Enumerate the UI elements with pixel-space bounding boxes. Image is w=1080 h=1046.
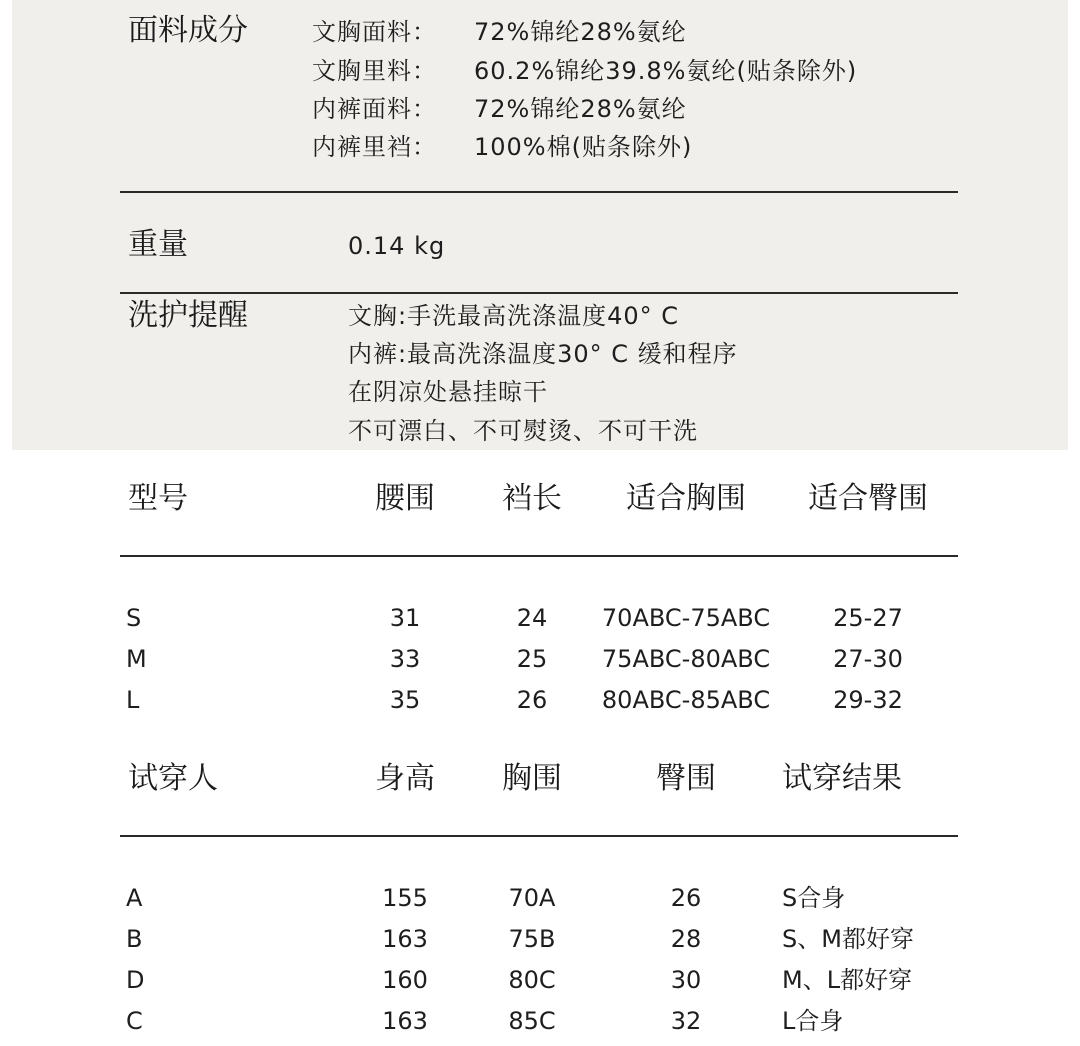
table-cell: M、L都好穿 (782, 966, 913, 994)
table-cell: 24 (516, 604, 548, 632)
care-line: 不可漂白、不可熨烫、不可干洗 (348, 417, 698, 445)
fabric-value: 60.2%锦纶39.8%氨纶(贴条除外) (474, 57, 858, 85)
table-cell: S、M都好穿 (782, 925, 914, 953)
fabric-label: 文胸里料： (312, 57, 437, 85)
table-cell: 80ABC-85ABC (601, 686, 771, 714)
table-cell: 160 (382, 966, 428, 994)
fabric-value: 72%锦纶28%氨纶 (474, 95, 687, 123)
table-cell: S (126, 604, 142, 632)
table-cell: 75ABC-80ABC (601, 645, 771, 673)
size-header-bust: 适合胸围 (626, 481, 746, 516)
tryon-header-hip: 臀围 (656, 761, 716, 796)
fabric-value: 100%棉(贴条除外) (474, 133, 693, 161)
table-cell: 25-27 (833, 604, 903, 632)
size-header-waist: 腰围 (375, 481, 435, 516)
table-cell: 70ABC-75ABC (601, 604, 771, 632)
table-cell: 26 (670, 884, 702, 912)
divider (120, 191, 958, 193)
divider (120, 835, 958, 837)
table-cell: M (126, 645, 147, 673)
fabric-label: 内裤里裆： (312, 133, 437, 161)
table-cell: S合身 (782, 884, 846, 912)
table-cell: 33 (389, 645, 421, 673)
size-header-model: 型号 (128, 481, 188, 516)
tryon-header-height: 身高 (375, 761, 435, 796)
fabric-value: 72%锦纶28%氨纶 (474, 18, 687, 46)
care-heading: 洗护提醒 (128, 298, 248, 333)
table-cell: 32 (670, 1007, 702, 1035)
table-cell: 163 (382, 925, 428, 953)
table-cell: 29-32 (833, 686, 903, 714)
size-header-hip: 适合臀围 (808, 481, 928, 516)
table-cell: 25 (516, 645, 548, 673)
table-cell: 155 (382, 884, 428, 912)
care-line: 内裤:最高洗涤温度30° C 缓和程序 (348, 340, 738, 368)
table-cell: 75B (508, 925, 556, 953)
table-cell: 31 (389, 604, 421, 632)
table-cell: A (126, 884, 143, 912)
tryon-header-person: 试穿人 (128, 761, 218, 796)
weight-value: 0.14 kg (348, 232, 446, 260)
table-cell: 27-30 (833, 645, 903, 673)
table-cell: 163 (382, 1007, 428, 1035)
divider (120, 555, 958, 557)
table-cell: D (126, 966, 145, 994)
table-cell: 26 (516, 686, 548, 714)
weight-heading: 重量 (128, 227, 188, 262)
table-cell: L (126, 686, 140, 714)
table-cell: B (126, 925, 143, 953)
table-cell: 70A (508, 884, 556, 912)
table-cell: 80C (508, 966, 556, 994)
size-header-rise: 裆长 (502, 481, 562, 516)
fabric-label: 文胸面料： (312, 18, 437, 46)
table-cell: 35 (389, 686, 421, 714)
table-cell: 28 (670, 925, 702, 953)
table-cell: 30 (670, 966, 702, 994)
fabric-heading: 面料成分 (128, 13, 248, 48)
tryon-header-bust: 胸围 (502, 761, 562, 796)
divider (120, 292, 958, 294)
care-line: 文胸:手洗最高洗涤温度40° C (348, 302, 680, 330)
table-cell: 85C (508, 1007, 556, 1035)
table-cell: C (126, 1007, 143, 1035)
tryon-header-result: 试穿结果 (782, 761, 902, 796)
fabric-label: 内裤面料： (312, 95, 437, 123)
care-line: 在阴凉处悬挂晾干 (348, 378, 548, 406)
table-cell: L合身 (782, 1007, 844, 1035)
